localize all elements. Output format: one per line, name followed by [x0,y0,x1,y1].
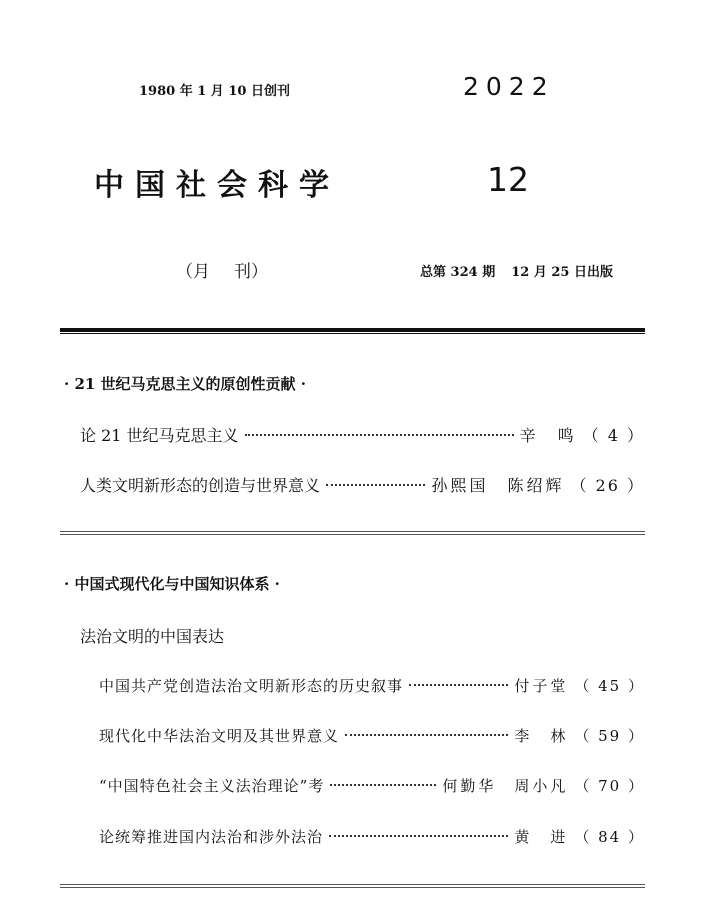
toc-entry[interactable] [99,826,645,847]
toc-entry-page: （ 70 ） [574,777,645,795]
leader-dots [326,484,425,486]
leader-dots [345,734,508,736]
toc-entry-author: 何勤华 周小凡 [442,777,569,795]
toc-entry-author: 孙熙国 陈绍辉 [431,476,565,495]
toc-entry-page: （ 84 ） [574,828,645,846]
publish-date: 12 月 25 日出版 [511,265,613,280]
toc-entry[interactable] [80,423,645,446]
toc-entry[interactable] [99,725,645,746]
issue-number: 12 [487,160,529,199]
toc-entry-title: 中国共产党创造法治文明新形态的历史叙事 [99,677,404,695]
toc-entry-author: 付子堂 [514,677,569,695]
toc-entry[interactable] [99,775,645,796]
footer-divider [60,884,645,888]
toc-entry-title: 人类文明新形态的创造与世界意义 [80,476,321,495]
subsection-heading: 法治文明的中国表达 [80,627,225,646]
toc-entry-author: 辛 鸣 [519,426,577,445]
section-divider [60,531,645,535]
toc-entry[interactable] [80,473,645,496]
toc-entry-page: （ 45 ） [574,677,645,695]
toc-entry-title: 论 21 世纪马克思主义 [80,426,239,445]
section-heading: · 中国式现代化与中国知识体系 · [64,575,280,593]
toc-entry-page: （ 26 ） [570,476,645,495]
frequency-label-open: （月 [176,262,210,282]
volume-year: 2022 [463,72,555,101]
toc-entry-author: 李 林 [514,727,569,745]
founded-date: 1980 年 1 月 10 日创刊 [139,84,290,99]
leader-dots [409,684,508,686]
leader-dots [329,835,508,837]
journal-title: 中国社会科学 [94,168,340,203]
leader-dots [245,434,514,436]
toc-entry-author: 黄 进 [514,828,569,846]
toc-entry[interactable] [99,675,645,696]
toc-entry-page: （ 4 ） [582,426,645,445]
frequency-label-close: 刊） [234,262,268,282]
toc-entry-title: 论统筹推进国内法治和涉外法治 [99,828,324,846]
issue-meta [420,261,613,280]
section-heading: · 21 世纪马克思主义的原创性贡献 · [64,375,306,393]
frequency-label [176,257,268,282]
toc-entry-title: “中国特色社会主义法治理论”考 [99,777,325,795]
leader-dots [330,784,436,786]
header-divider [60,328,645,334]
total-issue: 总第 324 期 [420,265,496,280]
toc-entry-title: 现代化中华法治文明及其世界意义 [99,727,340,745]
toc-entry-page: （ 59 ） [574,727,645,745]
